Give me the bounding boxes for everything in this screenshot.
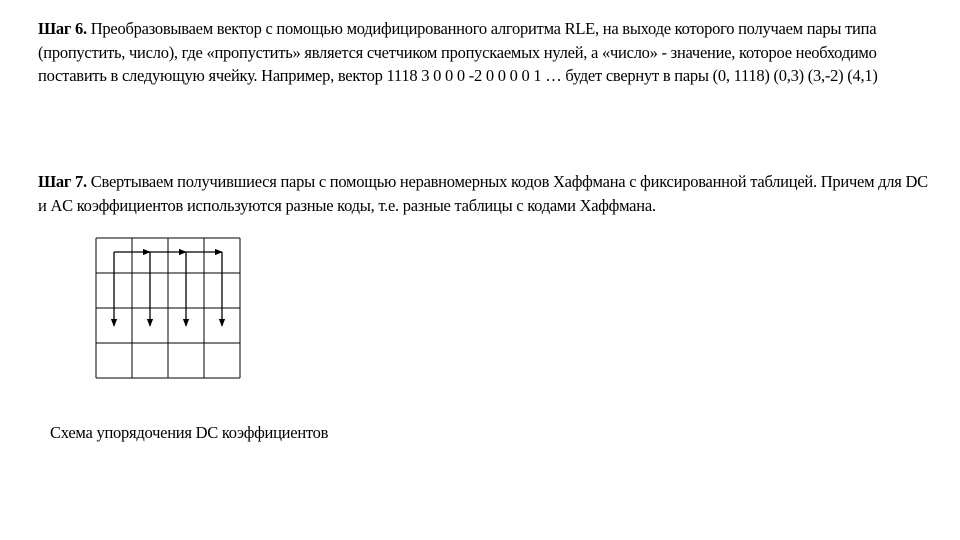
step-6-label: Шаг 6. xyxy=(38,19,87,38)
step-6-paragraph xyxy=(38,17,928,88)
step-7-text: Свертываем получившиеся пары с помощью неравномерных кодов Хаффмана с фиксированной таблицей. Причем для DC и AC коэффициентов используются разные коды, т.е. разные таблицы с кодами Хаффмана. xyxy=(38,172,928,215)
dc-ordering-scheme-diagram xyxy=(92,234,244,384)
diagram-caption: Схема упорядочения DC коэффициентов xyxy=(50,423,329,442)
block-grid xyxy=(96,238,240,378)
step-7-paragraph xyxy=(38,170,928,217)
step-7-label: Шаг 7. xyxy=(38,172,87,191)
step-6-text: Преобразовываем вектор с помощью модифицированного алгоритма RLE, на выходе которого получаем пары типа (пропустить, число), где «пропустить» является счетчиком пропускаемых нулей, а «число» - значение, которое необходимо поставить в следующую ячейку. Например, вектор 1118 3 0 0 0 -2 0 0 0 0 1 … будет свернут в пары (0, 1118) (0,3) (3,-2) (4,1) xyxy=(38,19,878,85)
